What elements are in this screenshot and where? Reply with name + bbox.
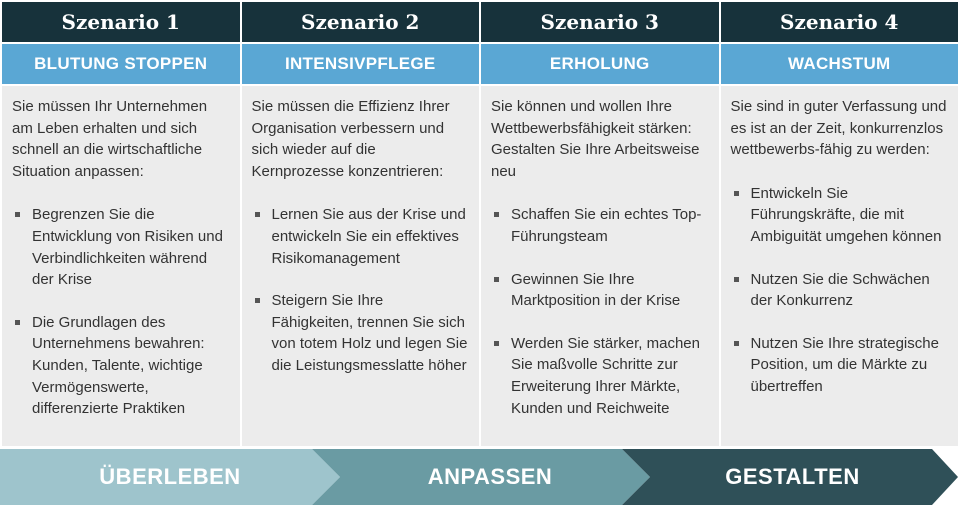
bullet-text: Entwickeln Sie Führungskräfte, die mit Ambiguität umgehen können xyxy=(750,184,942,245)
phase-label-3: GESTALTEN xyxy=(725,464,860,489)
bullet-text: Nutzen Sie die Schwächen der Konkurrenz xyxy=(750,270,930,310)
scenario-intro: Sie müssen die Effizienz Ihrer Organisation verbessern und sich wieder auf die Kernprozesse konzentrieren: xyxy=(251,98,450,180)
bullet-text: Nutzen Sie Ihre strategische Position, um die Märkte zu übertreffen xyxy=(750,334,939,395)
square-bullet-icon xyxy=(494,341,499,346)
bullet-text: Gewinnen Sie Ihre Marktposition in der Krise xyxy=(511,270,681,310)
scenario-body xyxy=(242,86,480,446)
scenario-title: Szenario 4 xyxy=(721,2,959,42)
bullet-item xyxy=(491,269,709,312)
scenario-grid xyxy=(2,2,958,446)
square-bullet-icon xyxy=(734,277,739,282)
scenario-column-4 xyxy=(721,2,959,446)
phase-label-2: ANPASSEN xyxy=(427,464,553,489)
scenario-column-2 xyxy=(242,2,480,446)
bullet-text: Steigern Sie Ihre Fähigkeiten, trennen Sie sich von totem Holz und legen Sie die Leistungsmesslatte höher xyxy=(271,292,468,374)
scenario-subtitle: INTENSIVPFLEGE xyxy=(242,44,480,84)
square-bullet-icon xyxy=(255,212,260,217)
scenario-intro: Sie können und wollen Ihre Wettbewerbsfähigkeit stärken: Gestalten Sie Ihre Arbeitsweise neu xyxy=(491,98,700,180)
square-bullet-icon xyxy=(15,320,20,325)
scenario-title: Szenario 3 xyxy=(481,2,719,42)
scenario-body xyxy=(481,86,719,446)
phase-label-1: ÜBERLEBEN xyxy=(99,464,241,489)
bullet-list xyxy=(491,204,709,419)
bullet-text: Begrenzen Sie die Entwicklung von Risiken und Verbindlichkeiten während der Krise xyxy=(32,206,223,289)
bullet-item xyxy=(731,183,949,248)
square-bullet-icon xyxy=(734,341,739,346)
scenario-intro: Sie müssen Ihr Unternehmen am Leben erhalten und sich schnell an die wirtschaftliche Situation anpassen: xyxy=(12,98,208,180)
square-bullet-icon xyxy=(494,277,499,282)
bullet-list xyxy=(731,183,949,398)
bullet-text: Die Grundlagen des Unternehmens bewahren: Kunden, Talente, wichtige Vermögenswerte, differenzierte Praktiken xyxy=(32,313,205,418)
bullet-item xyxy=(252,290,470,376)
scenario-body xyxy=(2,86,240,446)
bullet-item xyxy=(731,269,949,312)
bullet-text: Werden Sie stärker, machen Sie maßvolle Schritte zur Erweiterung Ihrer Märkte, Kunden und Reichweite xyxy=(511,334,700,417)
bullet-item xyxy=(12,312,230,420)
scenario-subtitle: BLUTUNG STOPPEN xyxy=(2,44,240,84)
bullet-item xyxy=(491,333,709,419)
bullet-item xyxy=(731,333,949,398)
scenario-title: Szenario 1 xyxy=(2,2,240,42)
scenario-title: Szenario 2 xyxy=(242,2,480,42)
square-bullet-icon xyxy=(15,212,20,217)
square-bullet-icon xyxy=(494,212,499,217)
bullet-text: Schaffen Sie ein echtes Top-Führungsteam xyxy=(511,206,702,245)
square-bullet-icon xyxy=(734,191,739,196)
bullet-item xyxy=(12,204,230,290)
bullet-item xyxy=(491,204,709,247)
bullet-item xyxy=(252,204,470,269)
bullet-list xyxy=(12,204,230,419)
scenario-column-1 xyxy=(2,2,240,446)
scenario-subtitle: WACHSTUM xyxy=(721,44,959,84)
scenario-column-3 xyxy=(481,2,719,446)
phase-arrows xyxy=(0,449,960,505)
scenario-subtitle: ERHOLUNG xyxy=(481,44,719,84)
bullet-list xyxy=(252,204,470,376)
bullet-text: Lernen Sie aus der Krise und entwickeln Sie ein effektives Risikomanagement xyxy=(271,206,466,267)
scenario-body xyxy=(721,86,959,446)
scenario-intro: Sie sind in guter Verfassung und es ist an der Zeit, konkurrenzlos wettbewerbs-fähig zu werden: xyxy=(730,98,947,159)
square-bullet-icon xyxy=(255,298,260,303)
